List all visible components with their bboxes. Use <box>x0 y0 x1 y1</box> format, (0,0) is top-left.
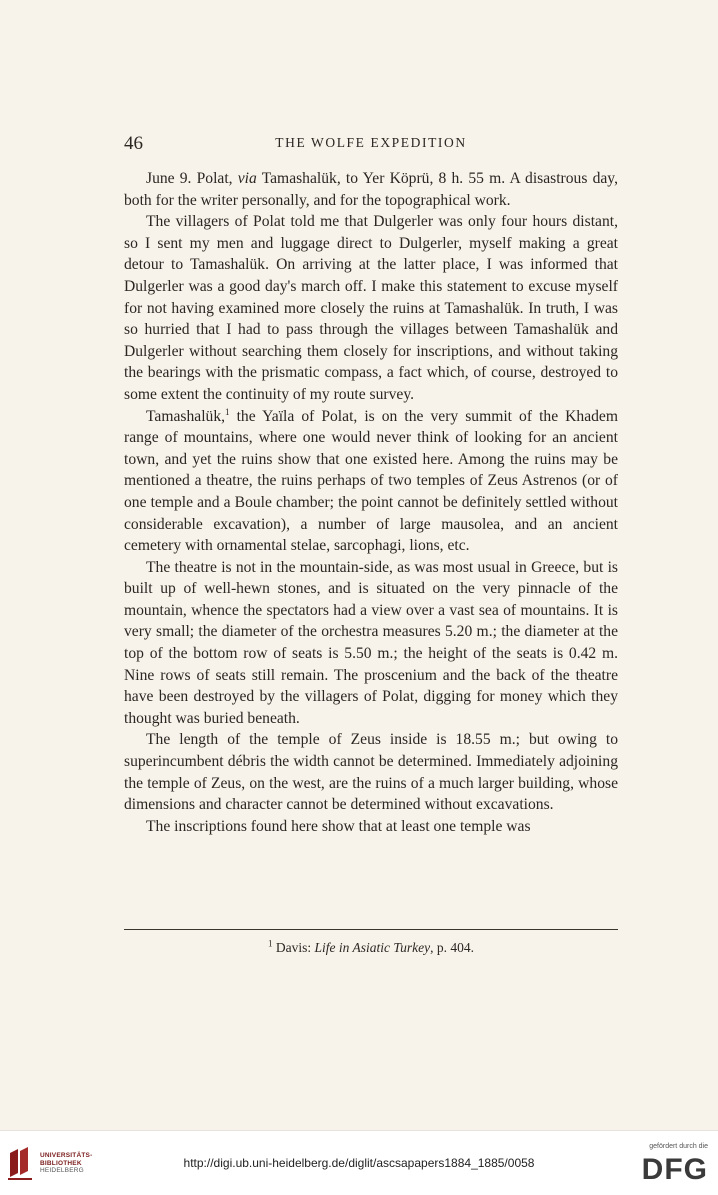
dfg-logo: DFG <box>641 1153 708 1186</box>
footnote-ref: 1 <box>225 406 230 417</box>
body-text <box>124 168 618 837</box>
library-name: UNIVERSITÄTS- BIBLIOTHEK HEIDELBERG <box>40 1152 93 1174</box>
funded-by-label: gefördert durch die <box>649 1143 708 1150</box>
running-head: THE WOLFE EXPEDITION <box>275 135 467 150</box>
paragraph-4: The theatre is not in the mountain-side, as was most usual in Greece, but is built up of well-hewn stones, and is situated on the very pinnacle of the mountain, whence the spectators had a view over a vast sea of mountains. It is very small; the diameter of the orchestra measures 5.20 m.; the diameter at the top of the bottom row of seats is 5.50 m.; the height of the seats is 0.42 m. Nine rows of seats still remain. The proscenium and the back of the theatre have been destroyed by the villagers of Polat, digging for money which they thought was buried beneath. <box>124 558 618 727</box>
paragraph-2: The villagers of Polat told me that Dulgerler was only four hours distant, so I sent my men and luggage direct to Dulgerler, myself making a great detour to Tamashalük. On arriving at the latter place, I was informed that Dulgerler was a good day's march off. I make this statement to excuse myself for not having examined more closely the ruins at Tamashalük. In truth, I was so hurried that I had to pass through the villages between Tamashalük and Dulgerler without searching them closely for inscriptions, and without taking the bearings with the prismatic compass, a fact which, of course, destroyed to some extent the continuity of my route survey. <box>124 213 618 403</box>
footnote-divider <box>124 929 618 930</box>
paragraph-1: June 9. Polat, via Tamashalük, to Yer Köprü, 8 h. 55 m. A disastrous day, both for the writer personally, and for the topographical work. <box>124 170 618 209</box>
footnote-title: Life in Asiatic Turkey <box>314 940 431 955</box>
page-header <box>124 133 618 157</box>
paragraph-3: Tamashalük,$^1$ the Yaïla of Polat, is on the very summit of the Khadem range of mountains, where one would never think of looking for an ancient town, and yet the ruins show that one existed here. Among the ruins may be mentioned a theatre, the ruins perhaps of two temples of Zeus Astrenos (or of one temple and a Boule chamber; the point cannot be definitely settled without considerable excavation), a number of large mausolea, and an ancient cemetery with ornamental stelae, sarcophagi, lions, etc. <box>124 406 618 555</box>
entry-date: June 9. <box>146 170 192 187</box>
viewer-footer <box>0 1130 718 1195</box>
footnote: $^1$ Davis: Life in Asiatic Turkey, p. 404. <box>268 938 474 955</box>
paragraph-5: The length of the temple of Zeus inside is 18.55 m.; but owing to superincumbent débris the width cannot be determined. Immediately adjoining the temple of Zeus, on the west, are the ruins of a much larger building, whose dimensions and character cannot be determined without excavations. <box>124 731 618 814</box>
page-number: 46 <box>124 133 143 154</box>
permalink-url[interactable]: http://digi.ub.uni-heidelberg.de/diglit/ascsapapers1884_1885/0058 <box>183 1156 535 1170</box>
paragraph-6: The inscriptions found here show that at least one temple was <box>146 817 531 835</box>
